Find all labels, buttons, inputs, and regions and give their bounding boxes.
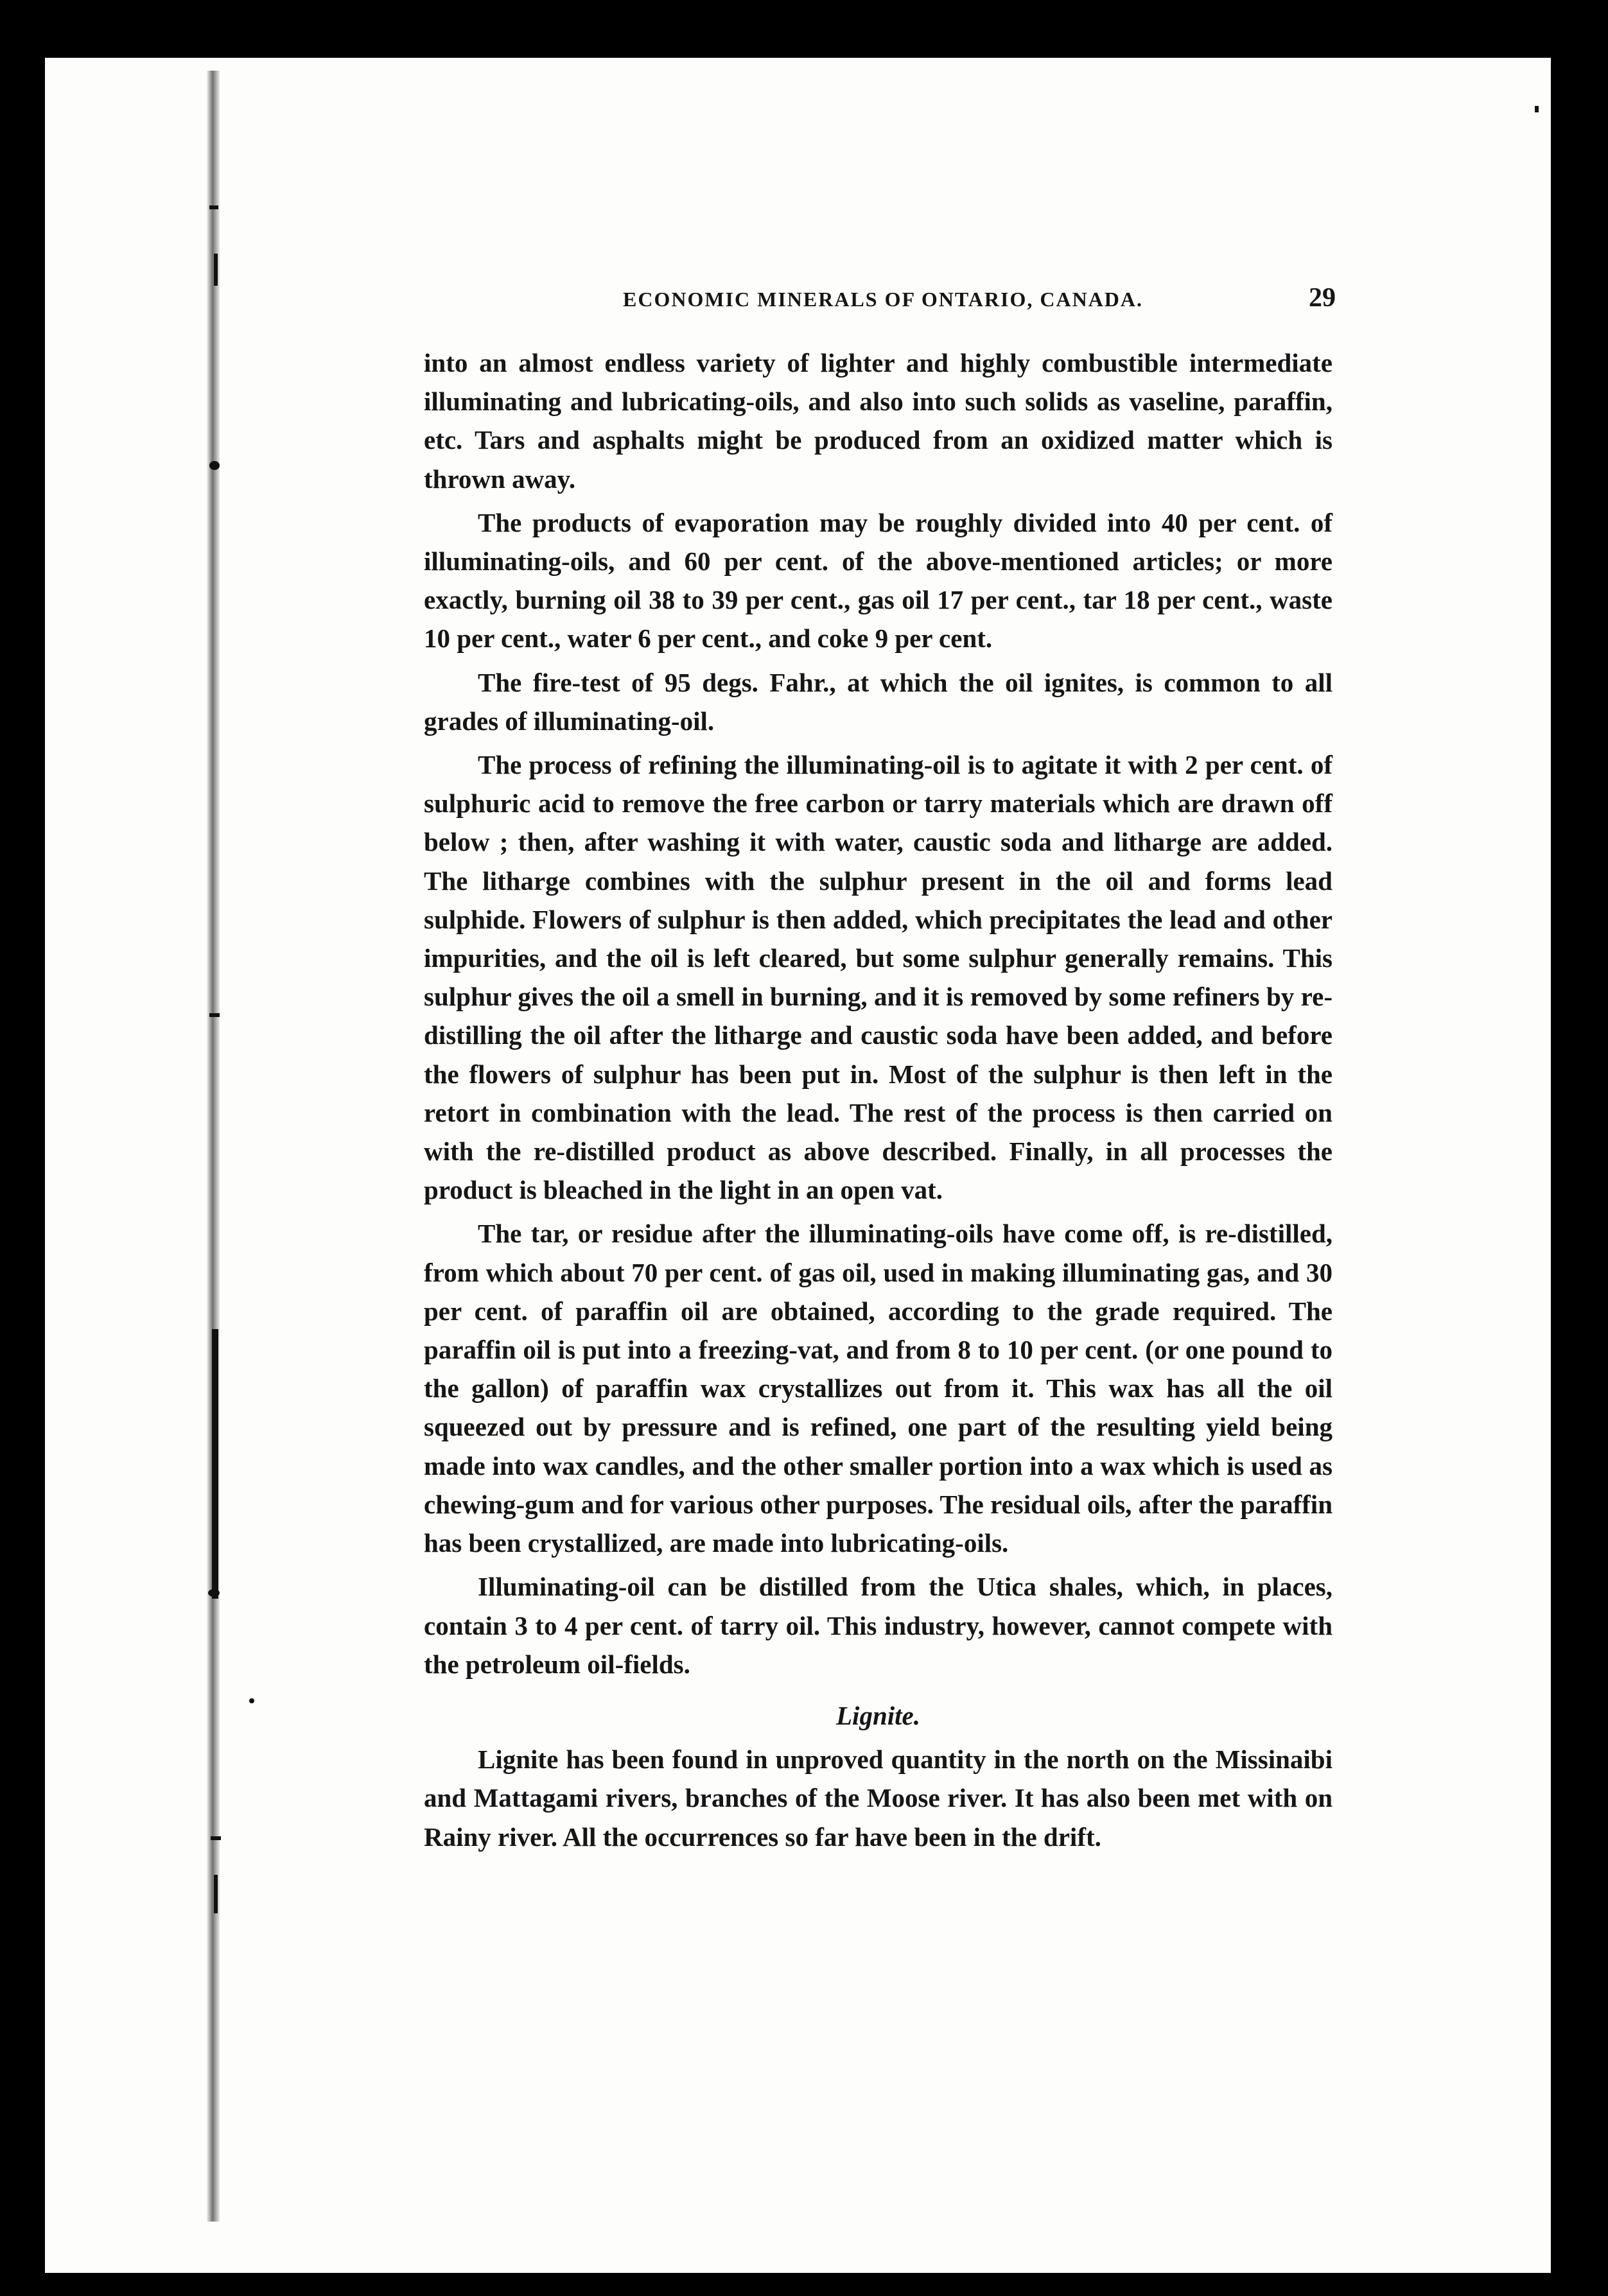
paragraph: into an almost endless variety of lighter and highly combustible intermediate illuminating and lubricating-oils, and also into such solids as vaseline, paraffin, etc. Tars and asphalts might be produced from an oxidized matter which is thrown away.: [424, 348, 1333, 494]
speck: [249, 1698, 254, 1703]
paragraph: Illuminating-oil can be distilled from the Utica shales, which, in places, contain 3 to 4 per cent. of tarry oil. This industry, however, cannot compete with the petroleum oil-fields.: [424, 1572, 1333, 1679]
binding-mark: [214, 1875, 218, 1913]
section-heading: Lignite.: [836, 1700, 920, 1730]
paragraph: Lignite has been found in unproved quantity in the north on the Missinaibi and Mattagami rivers, branches of the Moose river. It has also been met with on Rainy river. All the occurrences so far have been in the drift.: [424, 1744, 1333, 1852]
binding-shadow: [207, 71, 220, 2222]
binding-mark: [209, 1013, 220, 1017]
binding-mark: [214, 254, 218, 286]
binding-mark: [211, 1836, 221, 1840]
binding-mark: [212, 1329, 218, 1599]
binding-mark: [209, 205, 218, 209]
binding-mark: [208, 1589, 220, 1597]
running-head: [623, 283, 1336, 321]
paragraph: The fire-test of 95 degs. Fahr., at which the oil ignites, is common to all grades of illuminating-oil.: [424, 667, 1333, 736]
page-number: 29: [1309, 283, 1336, 313]
running-title: ECONOMIC MINERALS OF ONTARIO, CANADA.: [623, 288, 1144, 311]
paragraph: The products of evaporation may be roughly divided into 40 per cent. of illuminating-oils, and 60 per cent. of the above-mentioned articles; or more exactly, burning oil 38 to 39 per cent., gas oil 17 per cent., tar 18 per cent., waste 10 per cent., water 6 per cent., and coke 9 per cent.: [424, 507, 1333, 654]
paragraph: The process of refining the illuminating-oil is to agitate it with 2 per cent. of sulphuric acid to remove the free carbon or tarry materials which are drawn off below ; then, after washing it with water, caustic soda and litharge are added. The litharge combines with the sulphur present in the oil and forms lead sulphide. Flowers of sulphur is then added, which precipitates the lead and other impurities, and the oil is left cleared, but some sulphur generally remains. This sulphur gives the oil a smell in burning, and it is removed by some refiners by re-distilling the oil after the litharge and caustic soda have been added, and before the flowers of sulphur has been put in. Most of the sulphur is then left in the retort in combination with the lead. The rest of the process is then carried on with the re-distilled product as above described. Finally, in all processes the product is bleached in the light in an open vat.: [424, 750, 1333, 1205]
speck: [1535, 106, 1539, 112]
paragraph: The tar, or residue after the illuminating-oils have come off, is re-distilled, from which about 70 per cent. of gas oil, used in making illuminating gas, and 30 per cent. of paraffin oil are obtained, according to the grade required. The paraffin oil is put into a freezing-vat, and from 8 to 10 per cent. (or one pound to the gallon) of paraffin wax crystallizes out from it. This wax has all the oil squeezed out by pressure and is refined, one part of the resulting yield being made into wax candles, and the other smaller portion into a wax which is used as chewing-gum and for various other purposes. The residual oils, after the paraffin has been crystallized, are made into lubricating-oils.: [424, 1219, 1333, 1558]
binding-mark: [209, 461, 220, 470]
body-text: [424, 344, 1333, 1856]
